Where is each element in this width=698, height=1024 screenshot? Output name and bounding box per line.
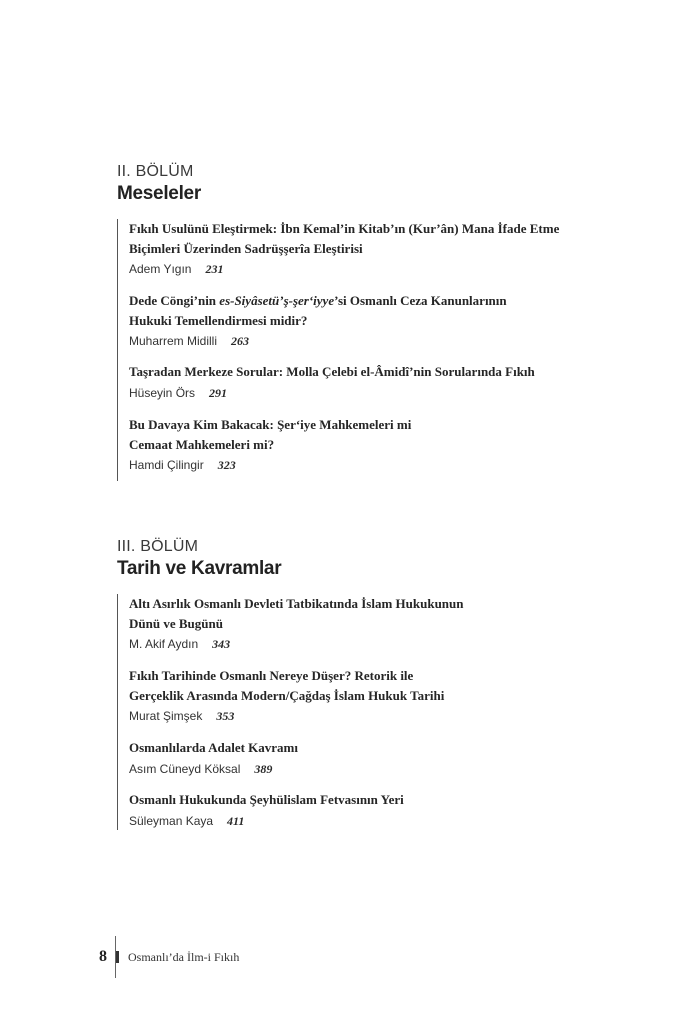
- entry-page-number: 263: [231, 334, 250, 348]
- entry-title-line: Fıkıh Usulünü Eleştirmek: İbn Kemal’in Kitab’ın (Kur’ân) Mana İfade Etme: [129, 221, 560, 236]
- entry-meta: [129, 761, 298, 777]
- toc-entry[interactable]: [129, 415, 411, 473]
- footer-page-number: 8: [99, 948, 107, 965]
- entry-author: Murat Şimşek: [129, 709, 203, 723]
- toc-entry[interactable]: [129, 738, 298, 777]
- toc-entry[interactable]: [129, 790, 404, 829]
- entry-title-line: [129, 291, 507, 311]
- entry-page-number: 389: [254, 761, 273, 776]
- entry-author: M. Akif Aydın: [129, 637, 199, 651]
- toc-entry[interactable]: [129, 594, 464, 652]
- entry-page-number: 323: [217, 458, 236, 472]
- entry-title-line: Altı Asırlık Osmanlı Devleti Tatbikatında İslam Hukukunun: [129, 596, 464, 611]
- toc-entry[interactable]: [129, 219, 559, 277]
- part-3-title: Tarih ve Kavramlar: [117, 558, 282, 579]
- entry-title-line: Dünü ve Bugünü: [129, 615, 223, 631]
- entry-meta: [129, 708, 444, 724]
- entry-author: Asım Cüneyd Köksal: [129, 761, 241, 776]
- entry-title-line: Fıkıh Tarihinde Osmanlı Nereye Düşer? Retorik ile: [129, 668, 414, 683]
- part-2-label: II. BÖLÜM: [117, 163, 194, 180]
- part-2-entries: [117, 219, 619, 481]
- entry-meta: [129, 813, 404, 829]
- entry-title-line: Osmanlı Hukukunda Şeyhülislam Fetvasının Yeri: [129, 792, 404, 807]
- part-2-title: Meseleler: [117, 183, 201, 204]
- part-2-section: [117, 162, 617, 206]
- entry-title-line: Hukuki Temellendirmesi midir?: [129, 312, 308, 328]
- entry-title-italic: es-Siyâsetü’ş-şer‘iyye: [219, 293, 335, 308]
- toc-entry[interactable]: [129, 291, 507, 349]
- entry-title-line: Bu Davaya Kim Bakacak: Şer‘iye Mahkemeleri mi: [129, 417, 412, 432]
- entry-meta: [129, 457, 411, 473]
- footer-book-title: Osmanlı’da İlm-i Fıkıh: [128, 950, 240, 964]
- entry-title-line: Taşradan Merkeze Sorular: Molla Çelebi el-Âmidî’nin Sorularında Fıkıh: [129, 364, 535, 379]
- entry-title-line: Biçimleri Üzerinden Sadrüşşerîa Eleştirisi: [129, 240, 363, 256]
- entry-meta: [129, 261, 559, 277]
- entry-author: Hamdi Çilingir: [129, 458, 204, 472]
- part-3-entries: [117, 594, 619, 830]
- toc-entry[interactable]: [129, 666, 444, 724]
- entry-meta: [129, 333, 507, 349]
- entry-title-pre: Dede Cöngi’nin: [129, 293, 220, 308]
- entry-author: Hüseyin Örs: [129, 385, 196, 400]
- entry-title-post: ’si Osmanlı Ceza Kanunlarının: [334, 293, 507, 308]
- entry-page-number: 231: [205, 262, 224, 276]
- part-3-label: III. BÖLÜM: [117, 538, 199, 555]
- toc-entry[interactable]: [129, 362, 535, 401]
- entry-page-number: 411: [227, 813, 245, 828]
- part-3-section: [117, 537, 617, 581]
- entry-title-line: Osmanlılarda Adalet Kavramı: [129, 740, 298, 755]
- footer-marker: [116, 951, 119, 963]
- entry-page-number: 353: [216, 709, 235, 723]
- entry-meta: [129, 636, 464, 652]
- entry-meta: [129, 385, 535, 401]
- entry-author: Süleyman Kaya: [129, 813, 214, 828]
- entry-title-line: Gerçeklik Arasında Modern/Çağdaş İslam Hukuk Tarihi: [129, 687, 445, 703]
- entry-page-number: 291: [209, 385, 228, 400]
- entry-author: Adem Yıgın: [129, 262, 192, 276]
- entry-title-line: Cemaat Mahkemeleri mi?: [129, 436, 275, 452]
- entry-author: Muharrem Midilli: [129, 334, 218, 348]
- entry-page-number: 343: [212, 637, 231, 651]
